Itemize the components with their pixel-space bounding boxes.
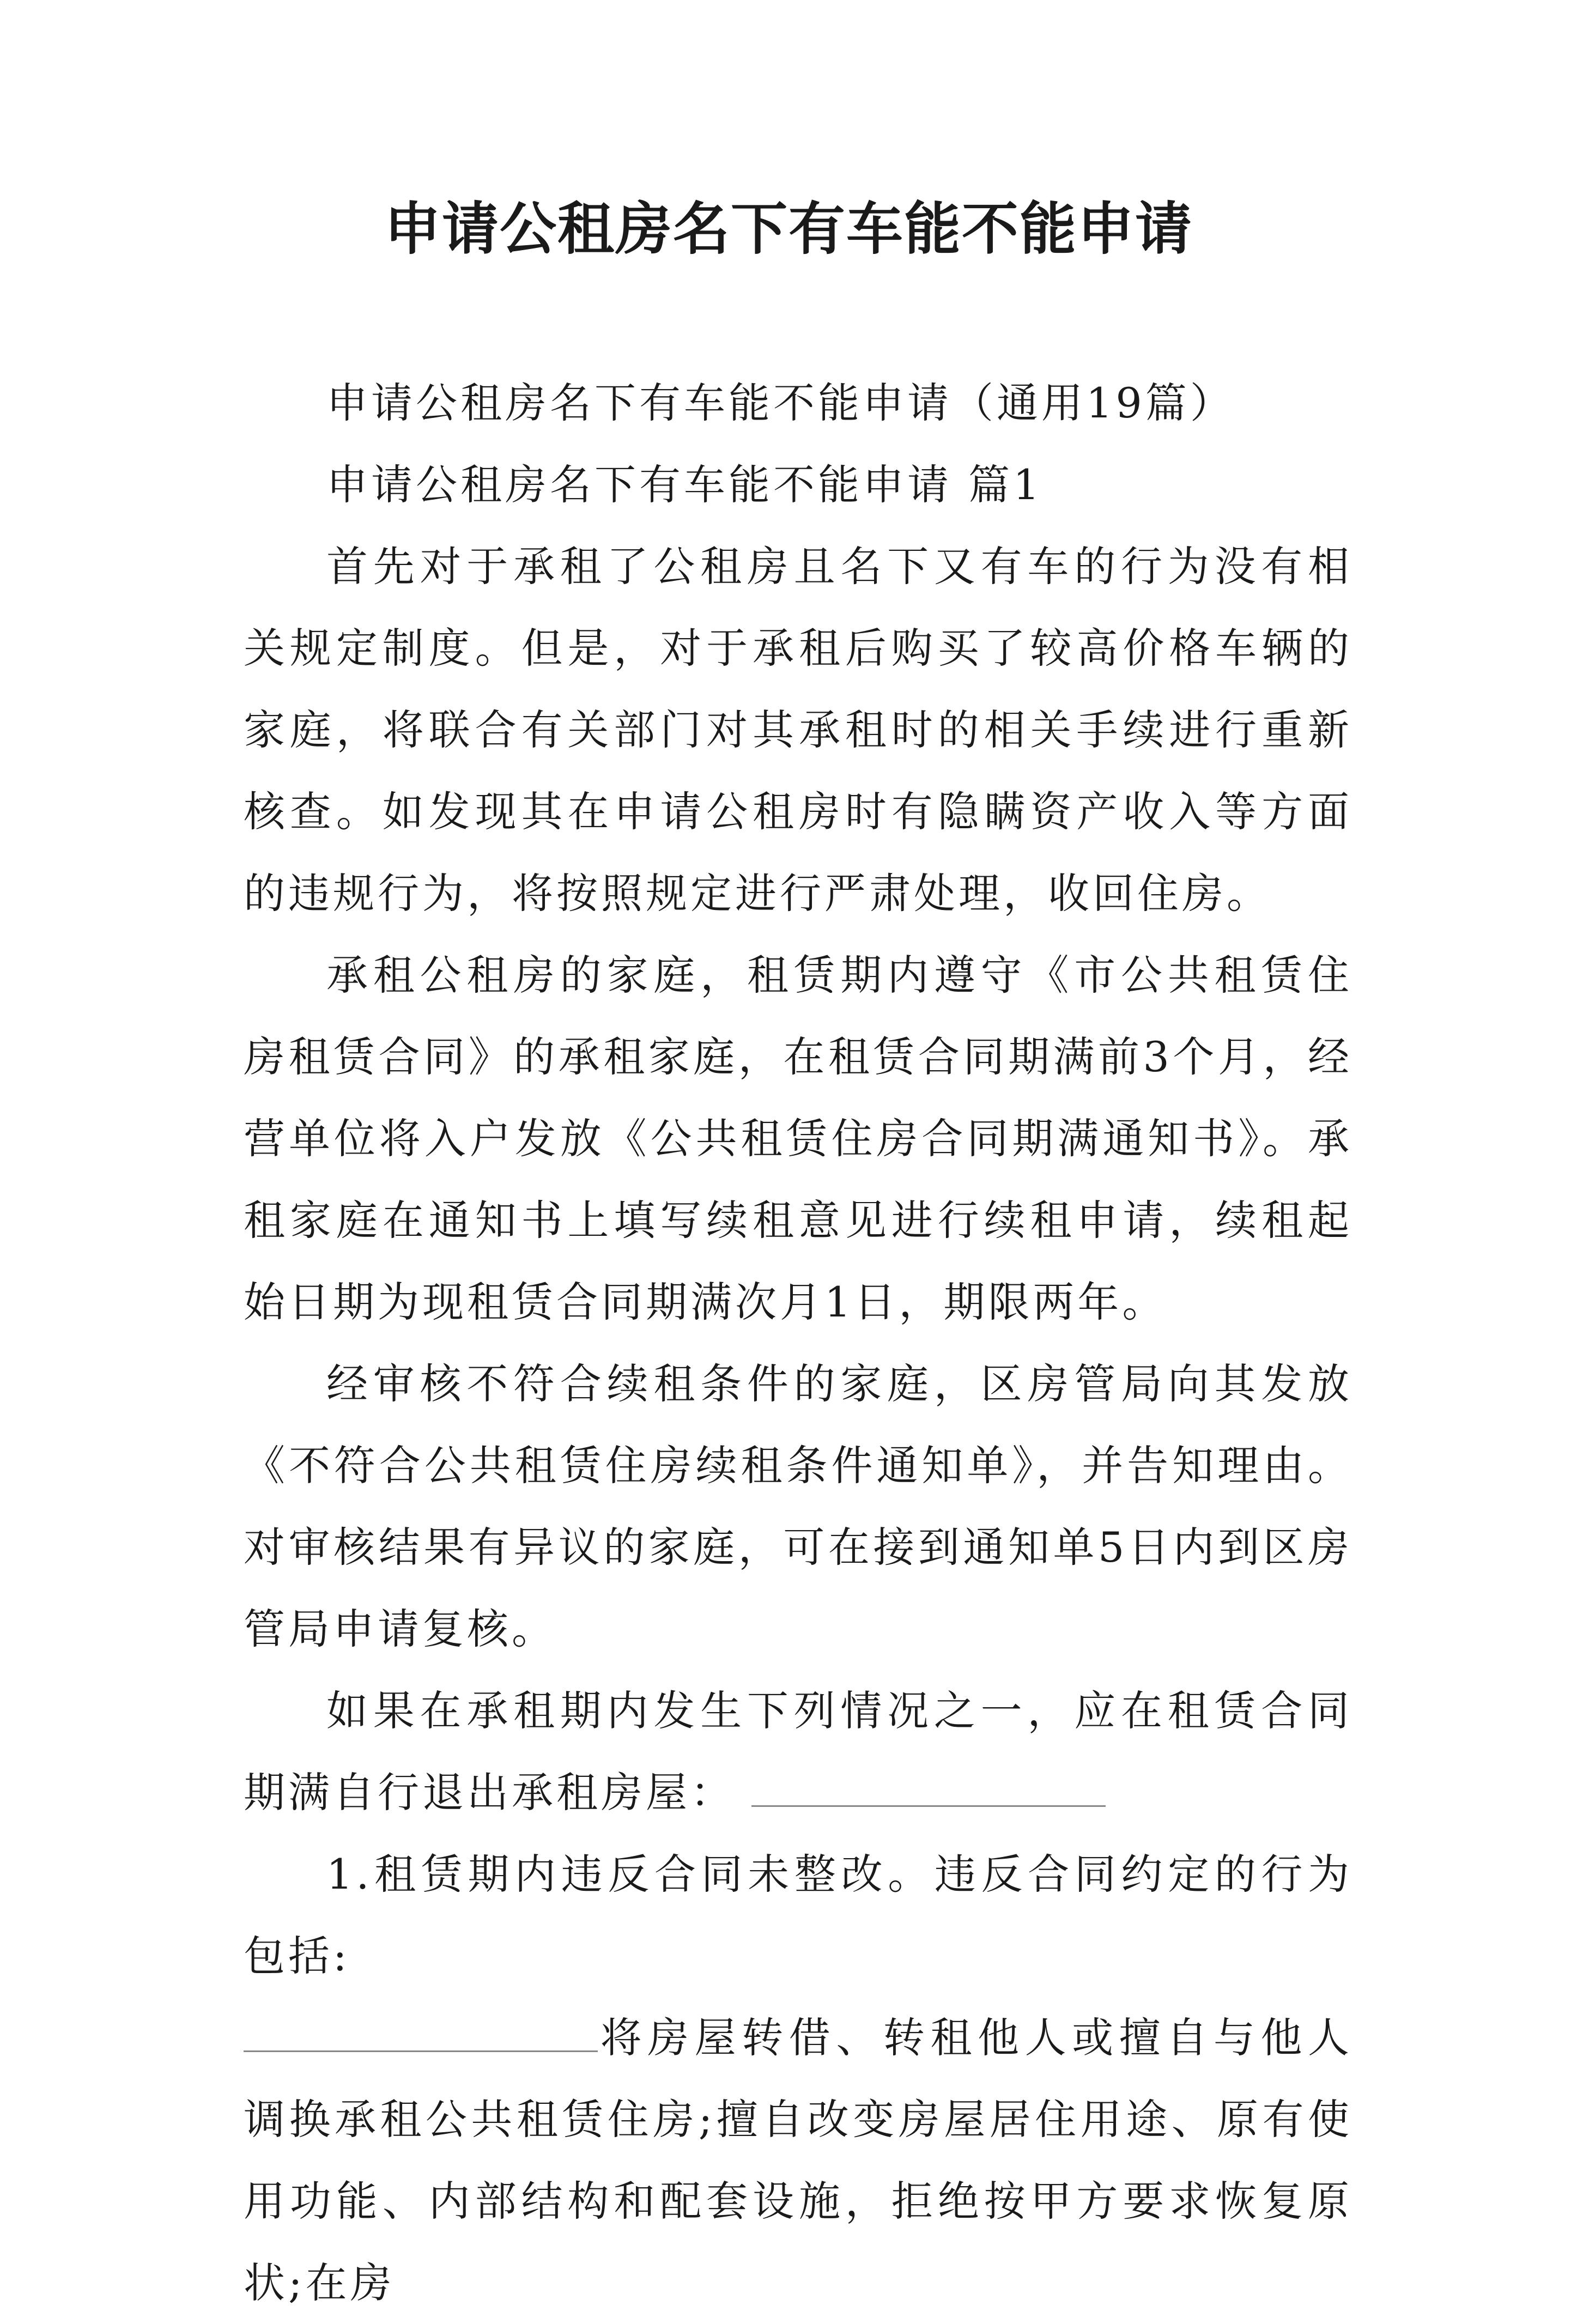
blank-underline <box>751 1767 1106 1807</box>
document-title: 申请公租房名下有车能不能申请 <box>384 196 1193 262</box>
paragraph-4-text: 如果在承租期内发生下列情况之一，应在租赁合同期满自行退出承租房屋： <box>244 1686 1352 1817</box>
blank-underline <box>244 2012 598 2052</box>
section-heading: 申请公租房名下有车能不能申请 篇1 <box>326 460 1043 509</box>
paragraph-5-text: 将房屋转借、转租他人或擅自与他人调换承租公共租赁住房;擅自改变房屋居住用途、原有使用功能、内部结构和配套设施，拒绝按甲方要求恢复原状;在房 <box>244 2013 1352 2307</box>
paragraph-1: 首先对于承租了公租房且名下又有车的行为没有相关规定制度。但是，对于承租后购买了较高价格车辆的家庭，将联合有关部门对其承租时的相关手续进行重新核查。如发现其在申请公租房时有隐瞒资产收入等方面的违规行为，将按照规定进行严肃处理，收回住房。 <box>244 542 1352 918</box>
paragraph-5 <box>244 1834 1352 2324</box>
document-body <box>244 362 1352 2324</box>
paragraph-3: 经审核不符合续租条件的家庭，区房管局向其发放《不符合公共租赁住房续租条件通知单》，并告知理由。对审核结果有异议的家庭，可在接到通知单5日内到区房管局申请复核。 <box>244 1360 1352 1653</box>
paragraph-2: 承租公租房的家庭，租赁期内遵守《市公共租赁住房租赁合同》的承租家庭，在租赁合同期满前3个月，经营单位将入户发放《公共租赁住房合同期满通知书》。承租家庭在通知书上填写续租意见进行续租申请，续租起始日期为现租赁合同期满次月1日，期限两年。 <box>244 951 1352 1326</box>
document-subtitle: 申请公租房名下有车能不能申请（通用19篇） <box>326 379 1235 427</box>
paragraph-5-lead: 1.租赁期内违反合同未整改。违反合同约定的行为包括: <box>244 1850 1352 1980</box>
paragraph-4 <box>244 1670 1352 1834</box>
